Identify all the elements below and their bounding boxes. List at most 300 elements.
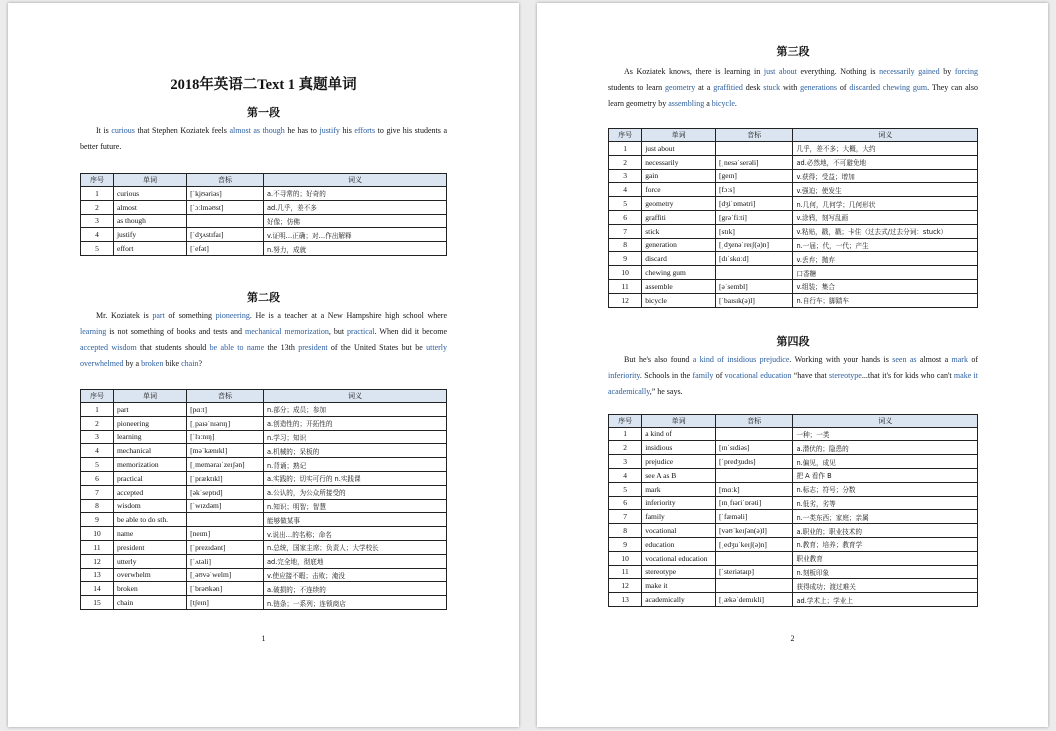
row-number: 5 (81, 242, 114, 256)
phonetic-cell: [ˈprezɪdənt] (187, 540, 264, 554)
table-row (81, 416, 447, 430)
table-row (609, 142, 978, 156)
column-header: 词义 (793, 414, 978, 427)
paragraph-text: to give his students a better future. (80, 126, 448, 151)
table-row (81, 568, 447, 582)
word-cell: generation (642, 238, 716, 252)
row-number: 13 (81, 568, 114, 582)
meaning-cell: n.几何，几何学；几何形状 (793, 197, 978, 211)
meaning-cell: a.创造性的；开拓性的 (263, 416, 446, 430)
phonetic-cell (716, 468, 793, 482)
paragraph-text: of (713, 370, 725, 380)
phonetic-cell: [grəˈfiːti] (716, 210, 793, 224)
meaning-cell: n.背诵；熟记 (263, 458, 446, 472)
vocab-table (608, 128, 978, 308)
paragraph-text: of (967, 354, 979, 364)
highlighted-word: bicycle (711, 99, 735, 108)
table-row (609, 252, 978, 266)
column-header: 序号 (609, 414, 642, 427)
paragraph-text: at a (695, 83, 714, 92)
row-number: 4 (81, 228, 114, 242)
table-header-row (609, 129, 978, 142)
table-row (81, 499, 447, 513)
meaning-cell: n.刻板印象 (793, 565, 978, 579)
highlighted-word: family (692, 370, 714, 380)
table-row (81, 554, 447, 568)
table-row (81, 527, 447, 541)
meaning-cell: n.链条；一系列；连锁商店 (263, 596, 446, 610)
table-row (81, 582, 447, 596)
paragraph-text: ? (198, 358, 202, 368)
paragraph-text: students to learn (608, 83, 666, 92)
phonetic-cell: [əˈsembl] (716, 279, 793, 293)
section-paragraph (608, 352, 978, 400)
row-number: 12 (81, 554, 114, 568)
word-cell: family (642, 510, 716, 524)
phonetic-cell: [ˈʌtəli] (187, 554, 264, 568)
phonetic-cell: [ɪnˈsɪdiəs] (716, 441, 793, 455)
page-number: 2 (790, 634, 795, 643)
word-cell: stick (642, 224, 716, 238)
paragraph-text: ,” he says. (649, 386, 683, 396)
highlighted-word: efforts (354, 126, 376, 135)
highlighted-word: geometry (665, 83, 696, 92)
phonetic-cell: [ˈkjʊəriəs] (187, 187, 264, 201)
row-number: 7 (609, 224, 642, 238)
highlighted-word: president (298, 342, 328, 352)
table-row (609, 293, 978, 307)
phonetic-cell: [məˈkænɪkl] (187, 444, 264, 458)
table-row (609, 169, 978, 183)
highlighted-word: make it (953, 370, 978, 380)
table-row (81, 485, 447, 499)
phonetic-cell: [ˈɔːlməʊst] (187, 200, 264, 214)
row-number: 4 (609, 468, 642, 482)
paragraph-text: of the United States but be (327, 342, 427, 352)
word-cell: necessarily (642, 155, 716, 169)
meaning-cell: a.公认的，为公众所接受的 (263, 485, 446, 499)
vocab-table (608, 414, 978, 607)
document-title: 2018年英语二Text 1 真题单词 (170, 77, 357, 93)
meaning-cell: v.获得；受益；增加 (793, 169, 978, 183)
meaning-cell: 职业教育 (793, 551, 978, 565)
meaning-cell: 口香糖 (793, 266, 978, 280)
highlighted-word: seen as (892, 354, 917, 364)
word-cell: insidious (642, 441, 716, 455)
row-number: 4 (81, 444, 114, 458)
word-cell: bicycle (642, 293, 716, 307)
word-cell: chain (113, 596, 186, 610)
vocab-table (80, 389, 447, 610)
column-header: 音标 (716, 129, 793, 142)
row-number: 2 (609, 441, 642, 455)
phonetic-cell: [ˈefət] (187, 242, 264, 256)
highlighted-word: mechanical memorization (245, 326, 329, 336)
word-cell: overwhelm (113, 568, 186, 582)
phonetic-cell (716, 142, 793, 156)
highlighted-word: accepted wisdom (80, 342, 137, 352)
phonetic-cell: [ɪnˌfɪəriˈɒrəti] (716, 496, 793, 510)
row-number: 14 (81, 582, 114, 596)
highlighted-word: curious (111, 126, 135, 135)
phonetic-cell: [ˌedʒuˈkeɪʃ(ə)n] (716, 537, 793, 551)
meaning-cell: ad.必然地，不可避免地 (793, 155, 978, 169)
phonetic-cell: [ˌmeməraɪˈzeɪʃən] (187, 458, 264, 472)
meaning-cell: a.不寻常的；好奇的 (263, 187, 446, 201)
phonetic-cell: [ˌnesəˈserəli] (716, 155, 793, 169)
paragraph-text: . Working with your hands is (789, 354, 893, 364)
row-number: 13 (609, 593, 642, 607)
highlighted-word: learning (80, 326, 107, 336)
word-cell: pioneering (113, 416, 186, 430)
meaning-cell: v.证明…正确；对…作出解释 (263, 228, 446, 242)
paragraph-text: . When did it become (374, 326, 448, 336)
paragraph-text: he has to (284, 126, 320, 135)
page-1 (8, 3, 519, 727)
word-cell: force (642, 183, 716, 197)
phonetic-cell: [ˈpredʒudɪs] (716, 455, 793, 469)
word-cell: academically (642, 593, 716, 607)
word-cell: education (642, 537, 716, 551)
meaning-cell: a.潜伏的；隐患的 (793, 441, 978, 455)
paragraph-text: that Stephen Koziatek feels (134, 126, 230, 135)
paragraph-text: , but (328, 326, 348, 336)
table-row (609, 266, 978, 280)
meaning-cell: v.说出…的名称；命名 (263, 527, 446, 541)
row-number: 11 (81, 540, 114, 554)
phonetic-cell: [ˈfæməli] (716, 510, 793, 524)
column-header: 词义 (263, 389, 446, 402)
word-cell: inferiority (642, 496, 716, 510)
row-number: 10 (609, 551, 642, 565)
table-row (609, 468, 978, 482)
table-row (81, 402, 447, 416)
meaning-cell: 把 A 看作 B (793, 468, 978, 482)
word-cell: make it (642, 579, 716, 593)
word-cell: geometry (642, 197, 716, 211)
table-header-row (81, 389, 447, 402)
meaning-cell: 几乎，差不多；大概，大约 (793, 142, 978, 156)
word-cell: part (113, 402, 186, 416)
highlighted-word: mark (951, 354, 968, 364)
meaning-cell: n.总统，国家主席；负责人；大学校长 (263, 540, 446, 554)
row-number: 4 (609, 183, 642, 197)
table-row (609, 537, 978, 551)
meaning-cell: n.教育；培养；教育学 (793, 537, 978, 551)
word-cell: memorization (113, 458, 186, 472)
highlighted-word: broken (141, 358, 164, 368)
paragraph-text: by (939, 67, 955, 76)
row-number: 6 (609, 496, 642, 510)
row-number: 11 (609, 565, 642, 579)
phonetic-cell: [ˈwɪzdəm] (187, 499, 264, 513)
phonetic-cell: [stɪk] (716, 224, 793, 238)
word-cell: chewing gum (642, 266, 716, 280)
highlighted-word: a kind of (692, 354, 724, 364)
table-row (609, 427, 978, 441)
phonetic-cell: [vəʊˈkeɪʃən(ə)l] (716, 524, 793, 538)
table-row (81, 444, 447, 458)
table-row (609, 579, 978, 593)
word-cell: vocational education (642, 551, 716, 565)
meaning-cell: v.涂鸦，刻写乱画 (793, 210, 978, 224)
meaning-cell: ad.几乎，差不多 (263, 200, 446, 214)
meaning-cell: a.破损的；不连续的 (263, 582, 446, 596)
phonetic-cell: [ˈdʒʌstɪfaɪ] (187, 228, 264, 242)
word-cell: effort (113, 242, 186, 256)
meaning-cell: a.职业的；职业技术的 (793, 524, 978, 538)
row-number: 11 (609, 279, 642, 293)
meaning-cell: ad.完全地，彻底地 (263, 554, 446, 568)
table-row (609, 510, 978, 524)
highlighted-word: utterly overwhelmed (80, 342, 448, 368)
word-cell: broken (113, 582, 186, 596)
table-row (81, 430, 447, 444)
word-cell: a kind of (642, 427, 716, 441)
meaning-cell: n.低劣，劣等 (793, 496, 978, 510)
phonetic-cell: [tʃeɪn] (187, 596, 264, 610)
table-row (609, 565, 978, 579)
row-number: 7 (81, 485, 114, 499)
highlighted-word: vocational education (724, 370, 792, 380)
word-cell: prejudice (642, 455, 716, 469)
table-row (81, 187, 447, 201)
phonetic-cell (716, 427, 793, 441)
paragraph-text: ...that it's for kids who can't (861, 370, 954, 380)
paragraph-text: bike (163, 358, 182, 368)
paragraph-text: the 13th (264, 342, 299, 352)
phonetic-cell (187, 214, 264, 228)
paragraph-text: with (780, 83, 801, 92)
meaning-cell: n.一届；代，一代；产生 (793, 238, 978, 252)
meaning-cell: a.实践的；切实可行的 n.实践课 (263, 471, 446, 485)
section-paragraph (80, 123, 447, 155)
table-row (609, 441, 978, 455)
row-number: 6 (81, 471, 114, 485)
meaning-cell: v.使应接不暇；击败；淹没 (263, 568, 446, 582)
word-cell: president (113, 540, 186, 554)
meaning-cell: 好像；仿佛 (263, 214, 446, 228)
table-row (609, 455, 978, 469)
column-header: 词义 (793, 129, 978, 142)
table-row (609, 183, 978, 197)
paragraph-text: by a (123, 358, 142, 368)
highlighted-word: inferiority (608, 370, 640, 380)
column-header: 单词 (113, 389, 186, 402)
row-number: 2 (81, 200, 114, 214)
word-cell: vocational (642, 524, 716, 538)
row-number: 10 (609, 266, 642, 280)
meaning-cell: v.强迫；使发生 (793, 183, 978, 197)
row-number: 1 (81, 402, 114, 416)
phonetic-cell: [pɑːt] (187, 402, 264, 416)
highlighted-word: assembling (668, 99, 705, 108)
row-number: 9 (609, 537, 642, 551)
table-row (609, 482, 978, 496)
row-number: 9 (609, 252, 642, 266)
meaning-cell: ad.学术上；学业上 (793, 593, 978, 607)
table-row (81, 242, 447, 256)
row-number: 5 (81, 458, 114, 472)
table-row (609, 238, 978, 252)
phonetic-cell: [mɑːk] (716, 482, 793, 496)
highlighted-word: pioneering (215, 310, 250, 320)
phonetic-cell: [ˈsteriətaɪp] (716, 565, 793, 579)
table-header-row (81, 174, 447, 187)
meaning-cell: n.偏见，成见 (793, 455, 978, 469)
meaning-cell: n.部分；成员；参加 (263, 402, 446, 416)
word-cell: just about (642, 142, 716, 156)
row-number: 6 (609, 210, 642, 224)
word-cell: stereotype (642, 565, 716, 579)
table-row (609, 496, 978, 510)
table-row (609, 197, 978, 211)
paragraph-text: . Schools in the (639, 370, 693, 380)
phonetic-cell: [ˈbaɪsɪk(ə)l] (716, 293, 793, 307)
meaning-cell: n.努力，成就 (263, 242, 446, 256)
table-row (609, 224, 978, 238)
table-row (609, 593, 978, 607)
word-cell: assemble (642, 279, 716, 293)
paragraph-text: a (704, 99, 712, 108)
word-cell: be able to do sth. (113, 513, 186, 527)
paragraph-text: of something (164, 310, 216, 320)
word-cell: utterly (113, 554, 186, 568)
table-row (81, 458, 447, 472)
word-cell: discard (642, 252, 716, 266)
table-row (81, 471, 447, 485)
paragraph-text: It is (96, 126, 112, 135)
column-header: 单词 (642, 414, 716, 427)
word-cell: practical (113, 471, 186, 485)
highlighted-word: prejudice (759, 354, 790, 364)
table-row (609, 551, 978, 565)
column-header: 单词 (642, 129, 716, 142)
meaning-cell: 获得成功；渡过难关 (793, 579, 978, 593)
phonetic-cell: [əkˈseptɪd] (187, 485, 264, 499)
word-cell: curious (113, 187, 186, 201)
paragraph-text: As Koziatek knows, there is learning in (624, 67, 764, 76)
highlighted-word: discarded chewing gum (849, 83, 928, 92)
phonetic-cell: [dɪˈskɑːd] (716, 252, 793, 266)
row-number: 3 (81, 214, 114, 228)
row-number: 1 (609, 142, 642, 156)
highlighted-word: almost as though (229, 126, 285, 135)
section-heading: 第一段 (247, 107, 280, 119)
page-number: 1 (261, 634, 266, 643)
meaning-cell: n.自行车；脚踏车 (793, 293, 978, 307)
page-2 (537, 3, 1048, 727)
paragraph-text: almost a (916, 354, 952, 364)
word-cell: almost (113, 200, 186, 214)
phonetic-cell: [ˈpræktɪkl] (187, 471, 264, 485)
table-row (81, 540, 447, 554)
meaning-cell: n.一类东西；家庭；亲属 (793, 510, 978, 524)
word-cell: justify (113, 228, 186, 242)
highlighted-word: academically (608, 386, 650, 396)
word-cell: mark (642, 482, 716, 496)
table-row (81, 214, 447, 228)
paragraph-text: everything. Nothing is (796, 67, 880, 76)
meaning-cell: v.组装；集合 (793, 279, 978, 293)
paragraph-text: . (734, 99, 737, 108)
phonetic-cell (716, 551, 793, 565)
meaning-cell: 能够做某事 (263, 513, 446, 527)
section-paragraph (80, 308, 447, 372)
highlighted-word: practical (347, 326, 375, 336)
row-number: 3 (609, 169, 642, 183)
highlighted-word: stereotype (828, 370, 862, 380)
column-header: 音标 (187, 389, 264, 402)
row-number: 3 (81, 430, 114, 444)
highlighted-word: necessarily gained (879, 67, 940, 76)
row-number: 7 (609, 510, 642, 524)
phonetic-cell (187, 513, 264, 527)
row-number: 2 (81, 416, 114, 430)
phonetic-cell (716, 579, 793, 593)
word-cell: mechanical (113, 444, 186, 458)
word-cell: accepted (113, 485, 186, 499)
row-number: 8 (609, 238, 642, 252)
paragraph-text: . He is a teacher at a New Hampshire high school where (249, 310, 448, 320)
phonetic-cell: [ˌpaɪəˈnɪərɪŋ] (187, 416, 264, 430)
word-cell: graffiti (642, 210, 716, 224)
word-cell: gain (642, 169, 716, 183)
word-cell: wisdom (113, 499, 186, 513)
paragraph-text: his (339, 126, 355, 135)
table-row (609, 210, 978, 224)
row-number: 8 (609, 524, 642, 538)
paragraph-text: Mr. Koziatek is (96, 310, 153, 320)
table-header-row (609, 414, 978, 427)
phonetic-cell: [fɔːs] (716, 183, 793, 197)
column-header: 单词 (113, 174, 186, 187)
row-number: 1 (609, 427, 642, 441)
paragraph-text: desk (742, 83, 764, 92)
highlighted-word: forcing (954, 67, 978, 76)
column-header: 序号 (81, 389, 114, 402)
phonetic-cell (716, 266, 793, 280)
vocab-table (80, 173, 447, 256)
phonetic-cell: [ˌdʒenəˈreɪʃ(ə)n] (716, 238, 793, 252)
row-number: 2 (609, 155, 642, 169)
phonetic-cell: [ˌækəˈdemɪkli] (716, 593, 793, 607)
row-number: 12 (609, 579, 642, 593)
meaning-cell: n.学习；知识 (263, 430, 446, 444)
table-row (609, 279, 978, 293)
highlighted-word: be able to name (209, 342, 265, 352)
highlighted-word: part (152, 310, 165, 320)
row-number: 5 (609, 197, 642, 211)
word-cell: name (113, 527, 186, 541)
section-heading: 第二段 (247, 291, 280, 304)
paragraph-text: is not something of books and tests and (106, 326, 246, 336)
paragraph-text: that students should (136, 342, 210, 352)
meaning-cell: a.机械的；呆板的 (263, 444, 446, 458)
highlighted-word: justify (319, 126, 340, 135)
paragraph-text: . They can also learn geometry by (608, 83, 978, 108)
word-cell: see A as B (642, 468, 716, 482)
table-row (609, 524, 978, 538)
highlighted-word: just about (763, 67, 797, 76)
highlighted-word: graffitied (713, 83, 743, 92)
word-cell: learning (113, 430, 186, 444)
highlighted-word: insidious (727, 354, 757, 364)
row-number: 10 (81, 527, 114, 541)
paragraph-text: “have that (791, 370, 829, 380)
row-number: 15 (81, 596, 114, 610)
table-row (81, 200, 447, 214)
